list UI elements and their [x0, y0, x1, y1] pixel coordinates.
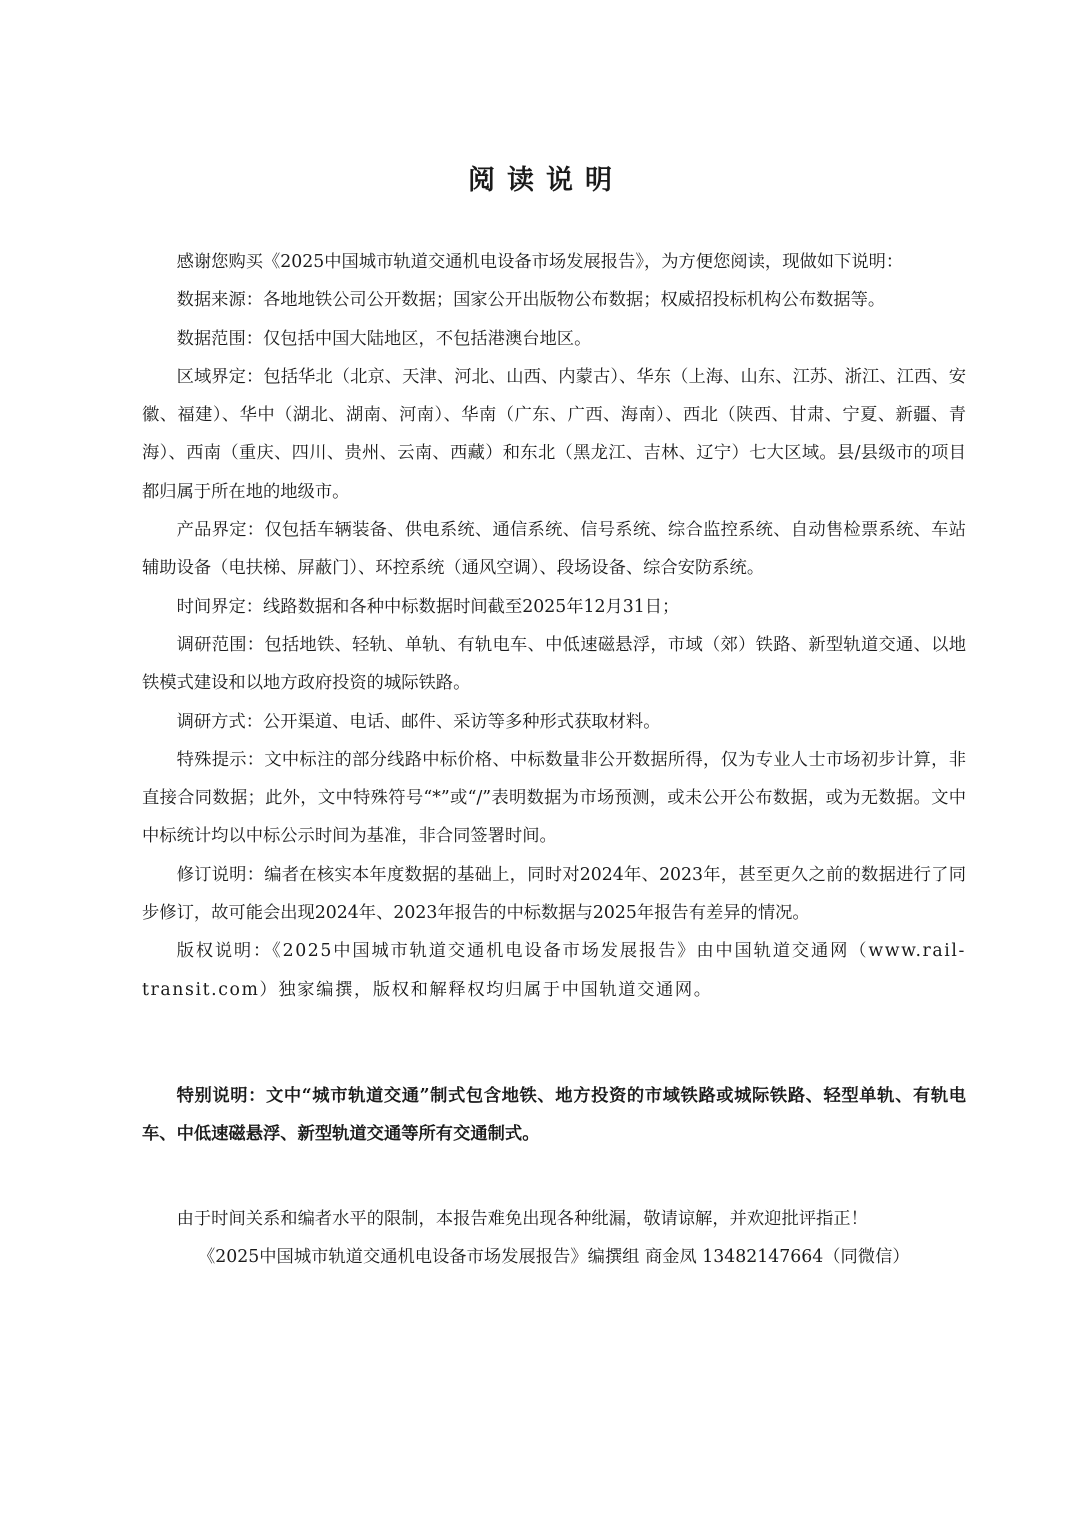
survey-scope-paragraph: 调研范围：包括地铁、轻轨、单轨、有轨电车、中低速磁悬浮，市域（郊）铁路、新型轨道交通、以地铁模式建设和以地方政府投资的城际铁路。 [142, 634, 966, 694]
survey-method-paragraph: 调研方式：公开渠道、电话、邮件、采访等多种形式获取材料。 [176, 711, 661, 732]
apology-note: 由于时间关系和编者水平的限制，本报告难免出现各种纰漏，敬请谅解，并欢迎批评指正！ [176, 1209, 868, 1229]
revision-paragraph: 修订说明：编者在核实本年度数据的基础上，同时对2024年、2023年，甚至更久之前的数据进行了同步修订，故可能会出现2024年、2023年报告的中标数据与2025年报告有差异的情况。 [142, 864, 966, 924]
data-source-paragraph: 数据来源：各地地铁公司公开数据；国家公开出版物公布数据；权威招投标机构公布数据等。 [176, 290, 886, 311]
page-title: 阅读说明 [468, 165, 624, 196]
data-scope-paragraph: 数据范围：仅包括中国大陆地区，不包括港澳台地区。 [176, 328, 592, 349]
reading-notes [142, 243, 966, 1009]
time-paragraph: 时间界定：线路数据和各种中标数据时间截至2025年12月31日； [176, 596, 680, 617]
region-paragraph: 区域界定：包括华北（北京、天津、河北、山西、内蒙古）、华东（上海、山东、江苏、浙江、江西、安徽、福建）、华中（湖北、湖南、河南）、华南（广东、广西、海南）、西北（陕西、甘肃、宁夏、新疆、青海）、西南（重庆、四川、贵州、云南、西藏）和东北（黑龙江、吉林、辽宁）七大区域。县/县级市的项目都归属于所在地的地级市。 [142, 366, 966, 502]
contact-line: 《2025中国城市轨道交通机电设备市场发展报告》编撰组 商金凤 13482147664（同微信） [198, 1247, 910, 1267]
product-paragraph: 产品界定：仅包括车辆装备、供电系统、通信系统、信号系统、综合监控系统、自动售检票系统、车站辅助设备（电扶梯、屏蔽门）、环控系统（通风空调）、段场设备、综合安防系统。 [142, 520, 966, 579]
special-statement: 特别说明：文中“城市轨道交通”制式包含地铁、地方投资的市域铁路或城际铁路、轻型单轨、有轨电车、中低速磁悬浮、新型轨道交通等所有交通制式。 [142, 1086, 966, 1145]
special-note-paragraph: 特殊提示：文中标注的部分线路中标价格、中标数量非公开数据所得，仅为专业人士市场初步计算，非直接合同数据；此外，文中特殊符号“*”或“/”表明数据为市场预测，或未公开公布数据，或为无数据。文中中标统计均以中标公示时间为基准，非合同签署时间。 [142, 749, 966, 847]
intro-paragraph: 感谢您购买《2025中国城市轨道交通机电设备市场发展报告》，为方便您阅读，现做如下说明： [176, 252, 904, 272]
copyright-paragraph: 版权说明：《2025中国城市轨道交通机电设备市场发展报告》由中国轨道交通网（www.rail-transit.com）独家编撰，版权和解释权均归属于中国轨道交通网。 [142, 941, 966, 1000]
